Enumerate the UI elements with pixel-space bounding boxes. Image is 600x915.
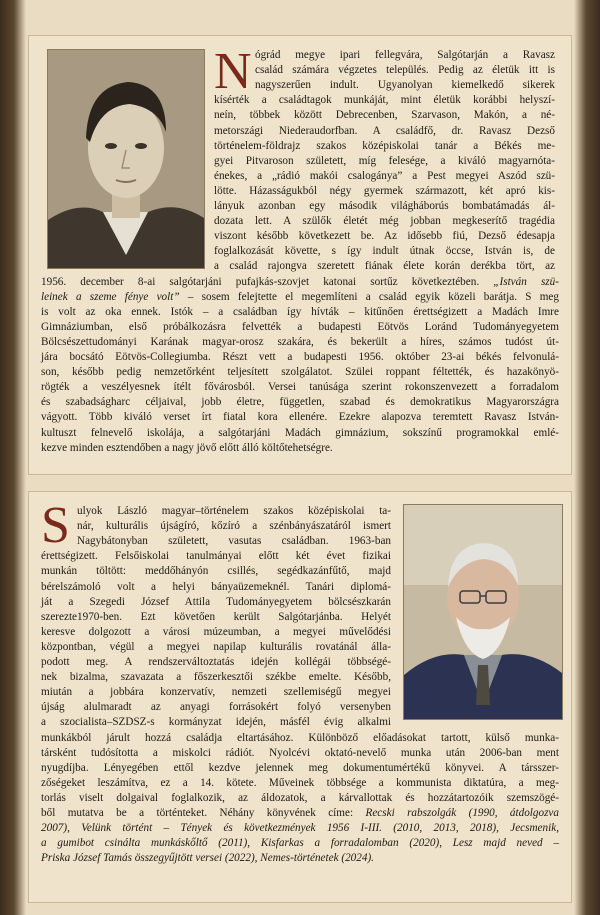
portrait-elderly-man-photo <box>403 504 563 720</box>
italic-text: „István szü- <box>493 275 559 288</box>
drop-cap: S <box>41 497 70 554</box>
text-line: újság alulmaradt az anyagi forrásokért folyó versenyben <box>41 701 391 714</box>
text-line: ját a Szegedi József Attila Tudományegyetem bölcsészkarán <box>41 595 391 608</box>
text-span: 1956. december 8-ai salgótarjáni pufajkás-szovjet katonai sortűz következtében. <box>41 275 494 288</box>
text-span: jára bocsátó Eötvös-Collegiumba. Részt vett a budapesti 1956. október 23-ai békés felvonulá- <box>41 351 559 363</box>
text-line <box>41 275 559 290</box>
text-line: Nagybátonyban született, vasutas családban. 1963-ban <box>77 535 391 548</box>
text-line: központban, végül a megyei napilap kulturális rovatánál álla- <box>41 640 391 653</box>
text-line <box>41 806 559 821</box>
text-line <box>41 290 559 305</box>
text-line <box>41 776 559 791</box>
text-span: son, később pedig nemzetőrként teljesített szolgálatot. Szülei roppant féltették, és hazakönyö- <box>41 366 559 379</box>
text-line: a család rajongva szeretett fiának élete korán derékba tört, az <box>214 260 555 273</box>
text-line <box>41 410 559 425</box>
italic-text: leinek a szeme fénye volt” <box>41 290 180 303</box>
text-line: podott meg. A rendszerváltoztatás idején kollégái többségé- <box>41 656 391 668</box>
article-panel-ravasz <box>28 35 572 475</box>
text-span: Gimnáziumban, első próbálkozásra felvették a budapesti Eötvös Loránd Tudományegyetem <box>41 320 559 333</box>
text-line: család számára végzetes település. Pedig az életük itt is <box>255 64 555 77</box>
text-span: munkákból járult hozzá családja eltartásához. Különböző előadásokat tartott, külső munka- <box>41 731 559 744</box>
text-line <box>41 761 559 776</box>
text-line: foglalkozását követte, s így indult útnak öccse, István is, de <box>214 245 555 258</box>
text-line: bérelszámoló volt a helyi bányaüzemeknél. Tanári diplomá- <box>41 580 391 593</box>
text-line: kísérték a családtagok munkáját, mint életük korábbi helyszí- <box>214 94 555 107</box>
italic-text: 2007), Velünk történt – Tények és következmények 1956 I-III. (2010, 2013, 2018), Jecsmenik, <box>41 822 559 835</box>
text-line: szerezte1970-ben. Ezt követően került Salgótarjánba. Helyét <box>41 610 391 623</box>
italic-text: a gumibot csinálta munkáskőltő (2011), Kisfarkas a forradalomban (2020), Lesz majd neved – <box>41 837 559 850</box>
text-span: – sosem felejtette el megemlíteni a család egyik közeli barátja. S meg <box>179 290 559 303</box>
text-span: kezve minden esztendőben a nagy jövő előtt álló költőtehetségre. <box>41 441 333 454</box>
text-line: ulyok László magyar–történelem szakos középiskolai ta- <box>77 505 391 517</box>
portrait-elderly-man-icon <box>404 505 562 719</box>
text-span: vágyott. Több kiváló verset írt fiatal kora ellenére. Ezekre alapozva teremtett Ravasz István- <box>41 411 559 424</box>
text-span: ből mutatva be a történteket. Néhány könyvének címe: <box>41 807 366 819</box>
text-line <box>41 821 559 836</box>
text-line: munkán töltött: meddőhányón csillés, segédkazánfűtő, majd <box>41 565 391 578</box>
text-line <box>41 335 559 350</box>
text-span: és szabadságharc céljaival, jobb életre, független, szabad és demokratikus Magyarországra <box>41 396 559 409</box>
text-line: gyei Pitvaroson született, míg felesége, a kiváló magyarnóta- <box>214 154 555 167</box>
text-span: Bölcsészettudományi Karának magyar-orosz szakára, és bekerült a híres, számos tudóst út- <box>41 335 559 348</box>
text-line <box>41 836 559 851</box>
text-span: is volt az oka ennek. Istók – a családban így hívták – kitűnően érettségizett a Madách Imre <box>41 305 559 318</box>
text-line: érettségizett. Felsőiskolai tanulmányai előtt két évet fizikai <box>41 550 391 563</box>
article-panel-sulyok <box>28 491 572 903</box>
text-line: viszont később következett be. Az idősebb fiú, Dezső édesapja <box>214 230 555 243</box>
text-span: nyugdíjba. Lényegében ettől kezdve jelennek meg dokumentumértékű könyvei. A társszer- <box>41 761 559 774</box>
text-line: énekes, a „rádió makói csalogánya” a Pest megyei Aszód szü- <box>214 169 555 182</box>
text-span: társként tudósította a miskolci rádiót. Nyolcévi oktató-nevelő munka után 2006-ban ment <box>41 746 559 759</box>
text-line: neín, többek között Debrecenben, Szarvason, Makón, a né- <box>214 109 555 122</box>
text-span: rögték a veszélyesnek ítélt fővárosból. Versei tanúsága szerint rokonszenvezett a forradalom <box>41 381 559 394</box>
text-line: nek bizalma, szavazata a főszerkesztői székbe emelte. Később, <box>41 671 391 684</box>
text-line: keresve dolgozott a városi múzeumban, a megyei művelődési <box>41 625 391 638</box>
text-span: torlás viselt dolgaival foglalkozik, az áldozatok, a kárvallottak és hozzátartozóik szemszögé- <box>41 791 559 804</box>
text-line: lányuk azonban egy második világháborús bombatámadás ál- <box>214 200 555 212</box>
text-line: nagyszerűen indult. Ugyanolyan kiemelkedő sikerek <box>255 79 555 92</box>
text-line <box>41 791 559 806</box>
text-line: miután a jobbára konzervatív, nemzeti szellemiségű megyei <box>41 686 391 699</box>
italic-text: Recski rabszolgák (1990, átdolgozva <box>365 807 559 819</box>
italic-text: Priska József Tamás összegyűjtött versei (2022), Nemes-történetek (2024). <box>41 852 374 865</box>
text-line <box>41 350 559 365</box>
portrait-young-man-icon <box>48 50 204 268</box>
text-line: ógrád megye ipari fellegvára, Salgótarján a Ravasz <box>255 49 555 61</box>
text-line: metországi Niederaudorfban. A családfő, dr. Ravasz Dezső <box>214 124 555 137</box>
text-line <box>41 426 559 441</box>
text-span: zőségeket leszámítva, ez a 14. kötete. Műveinek többsége a kommunista diktatúra, a meg- <box>41 776 559 789</box>
text-line <box>41 380 559 395</box>
portrait-young-man-photo <box>47 49 205 269</box>
text-line <box>41 365 559 380</box>
text-line <box>41 731 559 746</box>
text-line <box>41 305 559 320</box>
text-span: kultuszt felnevelő iskolája, a salgótarjáni Madách gimnázium, sokszínű programokkal emlé- <box>41 426 559 439</box>
text-line <box>41 851 559 866</box>
text-line <box>41 746 559 761</box>
text-line <box>41 395 559 410</box>
text-line: nár, kulturális újságíró, kőzíró a szénbányászatáról ismert <box>77 520 391 533</box>
text-line: a szocialista–SZDSZ-s kormányzat idején, másfél évig alkalmi <box>41 716 391 729</box>
text-line: lötte. Házasságukból négy gyermek származott, két apró kis- <box>214 184 555 197</box>
drop-cap: N <box>214 43 252 100</box>
text-line: dozata lett. A szülők életét még jobban megkeserítő tragédia <box>214 215 555 228</box>
text-line: történelem-földrajz szakos középiskolai tanár a Békés me- <box>214 139 555 152</box>
text-line <box>41 441 559 456</box>
text-line <box>41 320 559 335</box>
